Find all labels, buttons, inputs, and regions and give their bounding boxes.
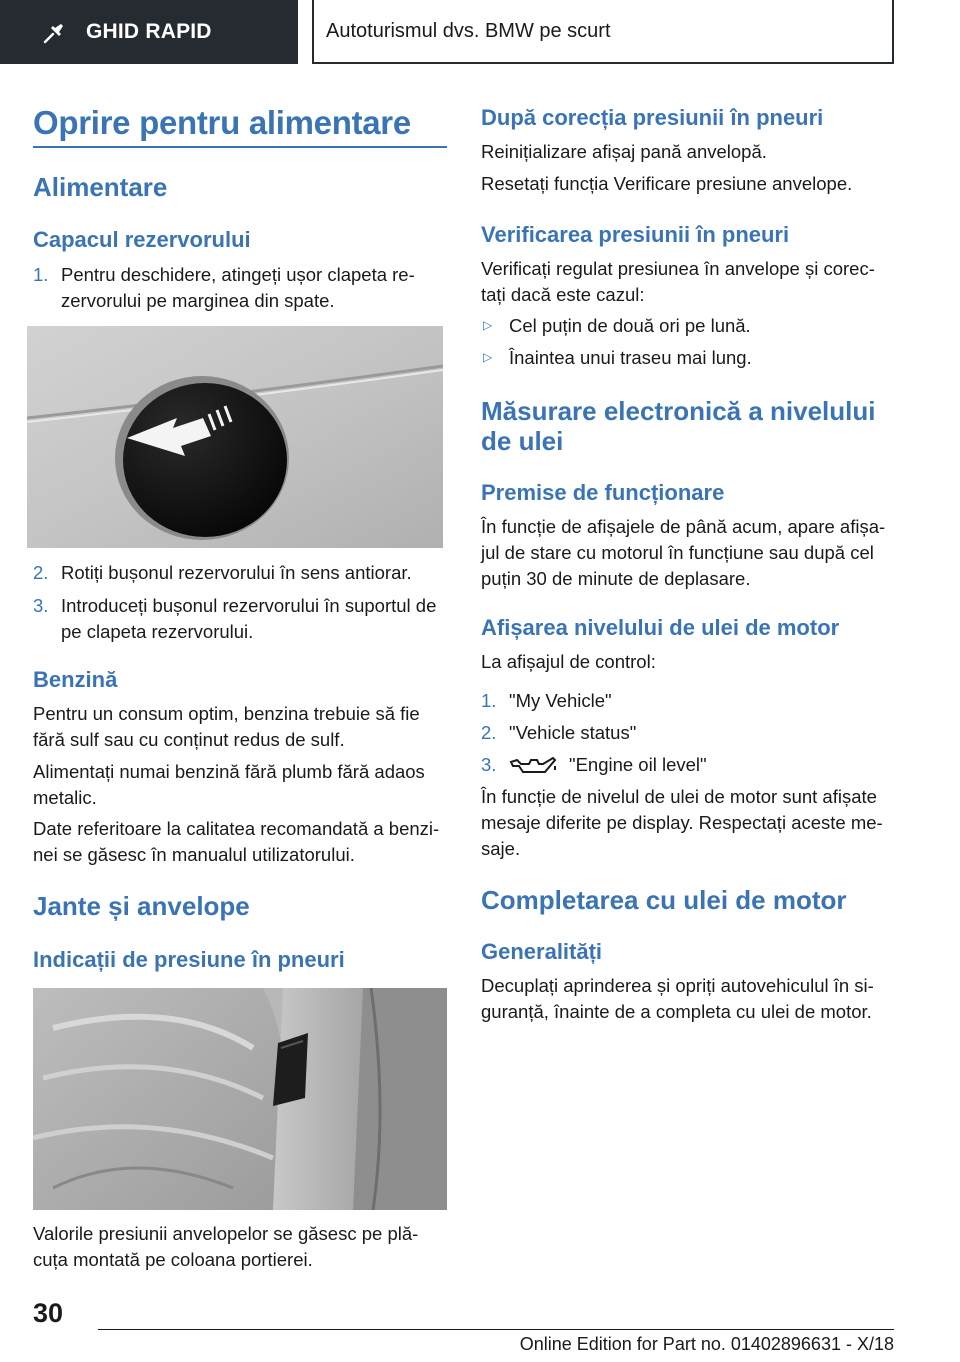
paragraph-line: Valorile presiunii anvelopelor se găsesc pe plă‐ <box>33 1223 419 1244</box>
heading-jante: Jante și anvelope <box>33 891 250 921</box>
paragraph-line: guranță, înainte de a completa cu ulei de motor. <box>481 1001 872 1022</box>
step-number: 3. <box>33 595 49 616</box>
oil-can-icon <box>509 754 559 776</box>
footer-edition: Online Edition for Part no. 01402896631 - X/18 <box>519 1334 894 1354</box>
bullet-text: Cel puțin de două ori pe lună. <box>509 315 751 336</box>
paragraph-line: Pentru un consum optim, benzina trebuie să fie <box>33 703 420 724</box>
heading-afisare: Afișarea nivelului de ulei de motor <box>481 615 840 640</box>
section-label: GHID RAPID <box>86 20 212 43</box>
section-tab[interactable] <box>0 0 298 64</box>
chapter-title: Autoturismul dvs. BMW pe scurt <box>326 19 611 42</box>
step-text: Rotiți bușonul rezervorului în sens antiorar. <box>61 562 412 583</box>
heading-dupa-corectie: După corecția presiunii în pneuri <box>481 105 824 130</box>
step-text: "Vehicle status" <box>509 722 637 743</box>
step-number: 2. <box>481 722 497 743</box>
paragraph-line: Resetați funcția Verificare presiune anvelope. <box>481 173 853 194</box>
step-number: 3. <box>481 754 497 775</box>
paragraph-line: saje. <box>481 838 521 859</box>
heading-masurare: Măsurare electronică a nivelului <box>481 396 876 426</box>
paragraph-line: Alimentați numai benzină fără plumb fără adaos <box>33 761 425 782</box>
step-text: pe clapeta rezervorului. <box>61 621 254 642</box>
heading-masurare-cont: de ulei <box>481 426 564 456</box>
step-number: 1. <box>481 690 497 711</box>
paragraph-line: cuța montată pe coloana portierei. <box>33 1249 313 1270</box>
paragraph-line: Reinițializare afișaj pană anvelopă. <box>481 141 767 162</box>
step-text: "Engine oil level" <box>569 754 707 775</box>
pin-icon <box>42 19 68 45</box>
chapter-header <box>312 0 894 64</box>
title-rule <box>33 146 447 148</box>
paragraph-line: La afișajul de control: <box>481 651 656 672</box>
paragraph-line: mesaje diferite pe display. Respectați aceste me‐ <box>481 812 883 833</box>
paragraph-line: În funcție de nivelul de ulei de motor sunt afișate <box>481 786 877 807</box>
step-text: Introduceți bușonul rezervorului în suportul de <box>61 595 437 616</box>
paragraph-line: tați dacă este cazul: <box>481 284 645 305</box>
fuel-flap-image <box>27 326 443 548</box>
paragraph-line: Decuplați aprinderea și opriți autovehiculul în si‐ <box>481 975 874 996</box>
paragraph-line: nei se găsesc în manualul utilizatorului. <box>33 844 355 865</box>
bullet-icon: ▷ <box>483 350 493 364</box>
footer-rule <box>98 1329 894 1330</box>
bullet-text: Înaintea unui traseu mai lung. <box>509 347 752 368</box>
page-title: Oprire pentru alimentare <box>33 104 411 141</box>
heading-alimentare: Alimentare <box>33 172 168 202</box>
paragraph-line: metalic. <box>33 787 97 808</box>
step-text: zervorului pe marginea din spate. <box>61 290 335 311</box>
paragraph-line: Verificați regulat presiunea în anvelope și corec‐ <box>481 258 875 279</box>
heading-premise: Premise de funcționare <box>481 480 725 505</box>
bullet-icon: ▷ <box>483 318 493 332</box>
step-text: "My Vehicle" <box>509 690 612 711</box>
heading-indicatii: Indicații de presiune în pneuri <box>33 947 345 972</box>
heading-capac: Capacul rezervorului <box>33 227 251 252</box>
heading-benzina: Benzină <box>33 667 118 692</box>
heading-verificare: Verificarea presiunii în pneuri <box>481 222 790 247</box>
paragraph-line: puțin 30 de minute de deplasare. <box>481 568 751 589</box>
step-number: 2. <box>33 562 49 583</box>
paragraph-line: fără sulf sau cu conținut redus de sulf. <box>33 729 345 750</box>
heading-completare: Completarea cu ulei de motor <box>481 885 847 915</box>
door-pillar-image <box>33 988 447 1210</box>
paragraph-line: În funcție de afișajele de până acum, apare afișa‐ <box>481 516 886 537</box>
page-number: 30 <box>33 1298 64 1328</box>
paragraph-line: Date referitoare la calitatea recomandată a benzi‐ <box>33 818 440 839</box>
paragraph-line: jul de stare cu motorul în funcțiune sau după cel <box>481 542 874 563</box>
step-text: Pentru deschidere, atingeți ușor clapeta re‐ <box>61 264 415 285</box>
heading-generalitati: Generalități <box>481 939 603 964</box>
step-number: 1. <box>33 264 49 285</box>
